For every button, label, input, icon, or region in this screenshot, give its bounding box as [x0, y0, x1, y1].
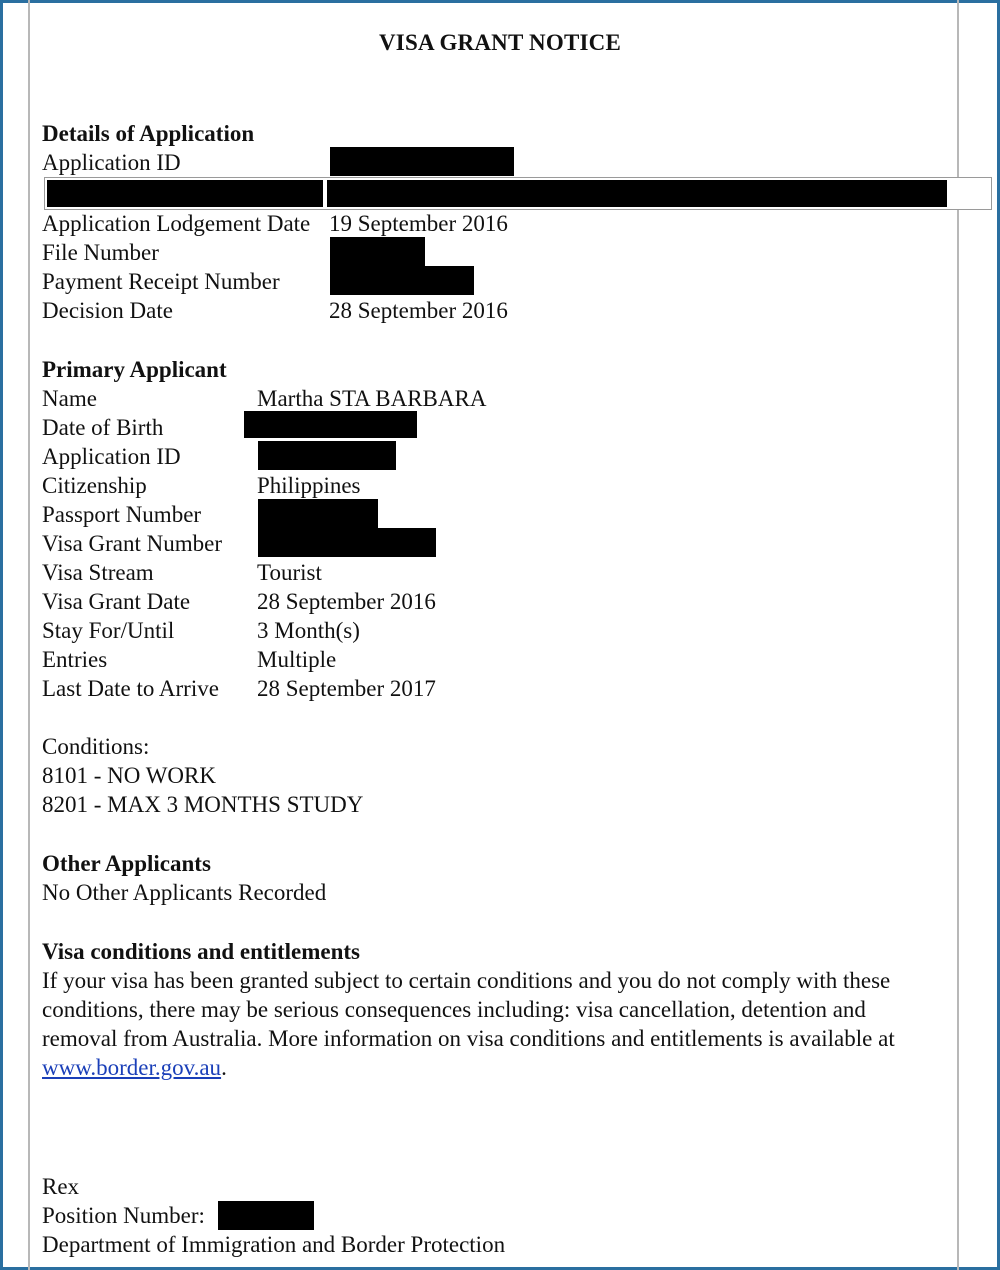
entitlements-period: .: [221, 1055, 227, 1080]
redacted-passport-number: [258, 499, 378, 528]
receipt-number-label: Payment Receipt Number: [42, 269, 280, 294]
field-value: 28 September 2016: [257, 589, 436, 614]
document-title: VISA GRANT NOTICE: [379, 30, 621, 55]
decision-date-value: 28 September 2016: [329, 298, 508, 323]
redacted-visa-grant-number: [258, 528, 436, 557]
field-value: 28 September 2017: [257, 676, 436, 701]
field-label: Name: [42, 386, 97, 411]
decision-date-label: Decision Date: [42, 298, 173, 323]
field-label: Passport Number: [42, 502, 202, 527]
field-label: Citizenship: [42, 473, 147, 498]
other-applicants-heading: Other Applicants: [42, 851, 211, 876]
field-label: Date of Birth: [42, 415, 164, 440]
signatory-name: Rex: [42, 1174, 80, 1199]
field-label: Visa Grant Date: [42, 589, 191, 614]
redacted-receipt-number: [330, 266, 474, 295]
lodgement-date-label: Application Lodgement Date: [42, 211, 311, 236]
application-id-label: Application ID: [42, 150, 181, 175]
field-label: Application ID: [42, 444, 181, 469]
redacted-file-number: [330, 237, 425, 266]
field-value: 3 Month(s): [257, 618, 360, 643]
field-label: Last Date to Arrive: [42, 676, 219, 701]
file-number-label: File Number: [42, 240, 159, 265]
redacted-position-number: [218, 1201, 314, 1230]
redacted-cell: [47, 180, 323, 207]
field-label: Visa Grant Number: [42, 531, 223, 556]
left-margin-line: [28, 0, 30, 1270]
redacted-date-of-birth: [244, 411, 417, 438]
field-label: Visa Stream: [42, 560, 154, 585]
redacted-table-row: [44, 177, 992, 210]
lodgement-date-value: 19 September 2016: [329, 211, 508, 236]
entitlements-paragraph: [42, 966, 942, 1082]
entitlements-heading: Visa conditions and entitlements: [42, 939, 360, 964]
field-value: Philippines: [257, 473, 361, 498]
field-value: Multiple: [257, 647, 337, 672]
department-name: Department of Immigration and Border Protection: [42, 1232, 506, 1257]
redacted-application-id: [258, 441, 396, 470]
other-applicants-text: No Other Applicants Recorded: [42, 880, 327, 905]
field-value: Tourist: [257, 560, 322, 585]
field-label: Stay For/Until: [42, 618, 175, 643]
field-value: Martha STA BARBARA: [257, 386, 487, 411]
position-number-label: Position Number:: [42, 1203, 205, 1228]
field-label: Entries: [42, 647, 108, 672]
condition-item: 8201 - MAX 3 MONTHS STUDY: [42, 792, 364, 817]
primary-applicant-heading: Primary Applicant: [42, 357, 227, 382]
entitlements-text: If your visa has been granted subject to certain conditions and you do not comply with these conditions, there may be serious consequences including: visa cancellation, detention and removal from Australia. More information on visa conditions and entitlements is available at: [42, 968, 895, 1051]
condition-item: 8101 - NO WORK: [42, 763, 216, 788]
redacted-application-id: [330, 147, 514, 176]
conditions-heading: Conditions:: [42, 734, 150, 759]
details-heading: Details of Application: [42, 121, 255, 146]
redacted-cell: [327, 180, 947, 207]
border-website-link[interactable]: www.border.gov.au: [42, 1055, 222, 1080]
